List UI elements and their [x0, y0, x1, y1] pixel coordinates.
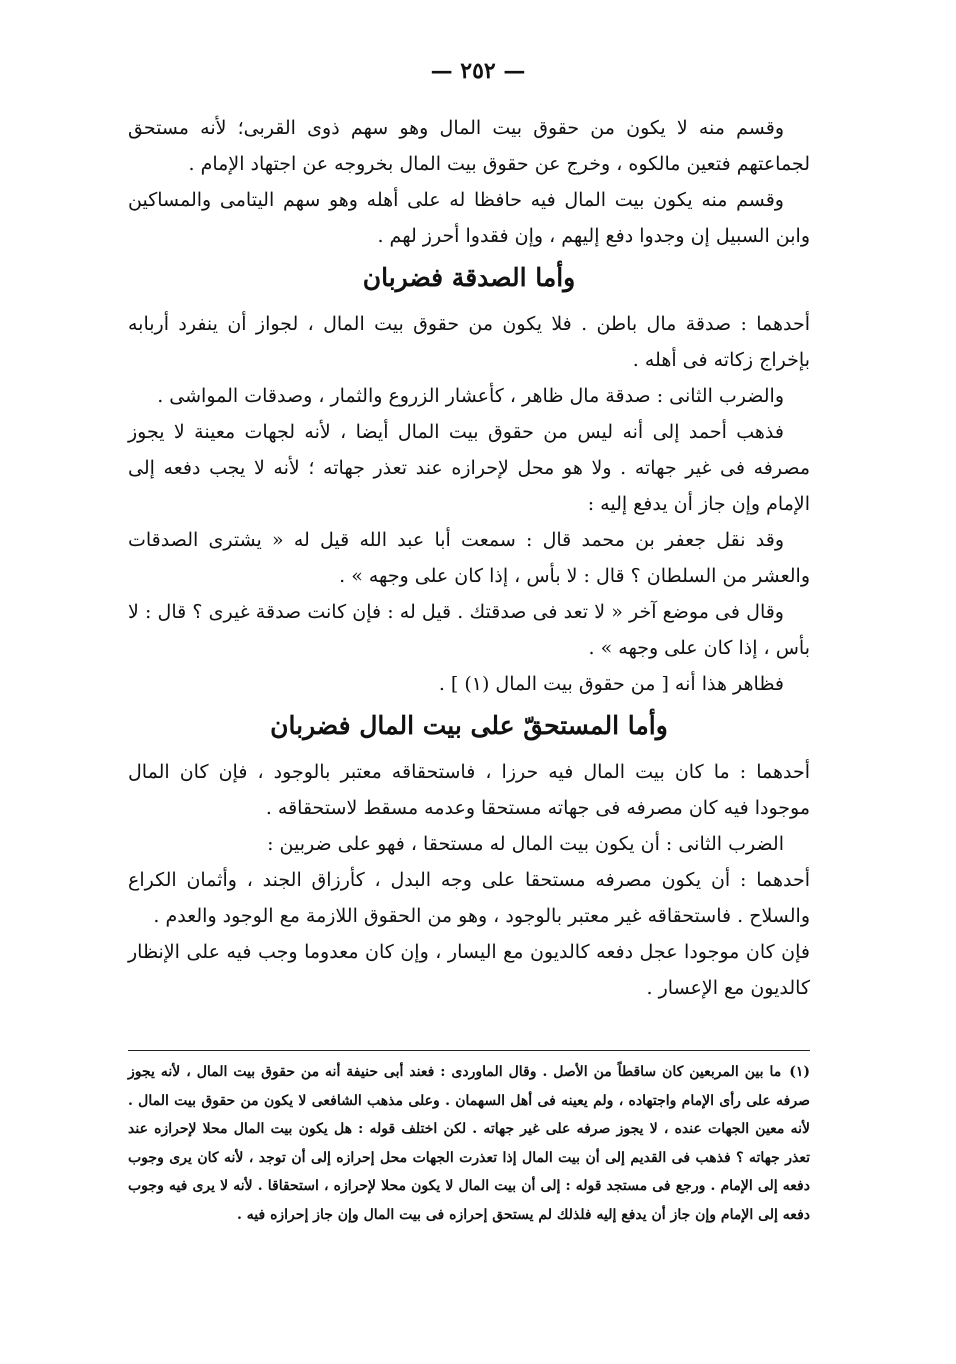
- section-heading: وأما الصدقة فضربان: [362, 263, 576, 292]
- paragraph: وقال فى موضع آخر « لا تعد فى صدقتك . قيل له : فإن كانت صدقة غيرى ؟ قال : لا بأس ، إذا كان على وجهه » .: [128, 601, 810, 659]
- footnote-marker: (١): [789, 1064, 810, 1080]
- section-heading: وأما المستحقّ على بيت المال فضربان: [270, 711, 668, 740]
- paragraph: أحدهما : أن يكون مصرفه مستحقا على وجه البدل ، كأرزاق الجند ، وأثمان الكراع والسلاح . فاستحقاقه غير معتبر بالوجود ، وهو من الحقوق اللازمة مع الوجود والعدم .: [128, 869, 810, 927]
- paragraph: وقد نقل جعفر بن محمد قال : سمعت أبا عبد الله قيل له « يشترى الصدقات والعشر من السلطان ؟ قال : لا بأس ، إذا كان على وجهه » .: [128, 529, 810, 587]
- paragraph: فإن كان موجودا عجل دفعه كالديون مع اليسار ، وإن كان معدوما وجب فيه على الإنظار كالديون مع الإعسار .: [128, 941, 810, 999]
- paragraph: الضرب الثانى : أن يكون بيت المال له مستحقا ، فهو على ضربين :: [267, 833, 784, 855]
- paragraph: فذهب أحمد إلى أنه ليس من حقوق بيت المال أيضا ، لأنه لجهات معينة لا يجوز مصرفه فى غير جهاته . ولا هو محل لإحرازه عند تعذر جهاته ؛ لأنه لا يجب دفعه إلى الإمام وإن جاز أن يدفع إليه :: [128, 421, 810, 515]
- main-text: [128, 110, 810, 1006]
- paragraph: والضرب الثانى : صدقة مال ظاهر ، كأعشار الزروع والثمار ، وصدقات المواشى .: [157, 385, 784, 407]
- paragraph: فظاهر هذا أنه [ من حقوق بيت المال (١) ] .: [438, 673, 784, 695]
- footnote-section: [128, 1058, 810, 1229]
- paragraph: وقسم منه لا يكون من حقوق بيت المال وهو سهم ذوى القربى؛ لأنه مستحق لجماعتهم فتعين مالكوه ، وخرج عن حقوق بيت المال بخروجه عن اجتهاد الإمام .: [128, 117, 810, 175]
- paragraph: أحدهما : صدقة مال باطن . فلا يكون من حقوق بيت المال ، لجواز أن ينفرد أربابه بإخراج زكاته فى أهله .: [128, 313, 810, 371]
- page-number: — ٢٥٢ —: [430, 58, 526, 84]
- paragraph: وقسم منه يكون بيت المال فيه حافظا له على أهله وهو سهم اليتامى والمساكين وابن السبيل إن وجدوا دفع إليهم ، وإن فقدوا أحرز لهم .: [128, 189, 810, 247]
- footnote-text: ما بين المربعين كان ساقطاً من الأصل . وقال الماوردى : فعند أبى حنيفة أنه من حقوق بيت المال ، لأنه يجوز صرفه على رأى الإمام واجتهاده ، ولم يعينه فى أهل السهمان . وعلى مذهب الشافعى لا يكون من حقوق بيت المال . لأنه معين الجهات عنده ، لا يجوز صرفه على غير جهاته . لكن اختلف قوله : هل يكون بيت المال محلا لإحرازه عند تعذر جهاته ؟ فذهب فى القديم إلى أن بيت المال إذا تعذرت الجهات محل إحرازه إلى أن توجد ، لأنه كان يرى وجوب دفعه إلى الإمام . ورجع فى مستجد قوله : إلى أن بيت المال لا يكون محلا لإحرازه ، استحقاقا . لأنه لا يرى فيه وجوب دفعه إلى الإمام وإن جاز أن يدفع إليه فلذلك لم يستحق إحرازه فى بيت المال وإن جاز إحرازه فيه .: [128, 1064, 810, 1223]
- footnote-divider: [128, 1050, 810, 1051]
- footnote: [128, 1058, 810, 1229]
- paragraph: أحدهما : ما كان بيت المال فيه حرزا ، فاستحقاقه معتبر بالوجود ، فإن كان المال موجودا فيه كان مصرفه فى جهاته مستحقا وعدمه مسقط لاستحقاقه .: [128, 761, 810, 819]
